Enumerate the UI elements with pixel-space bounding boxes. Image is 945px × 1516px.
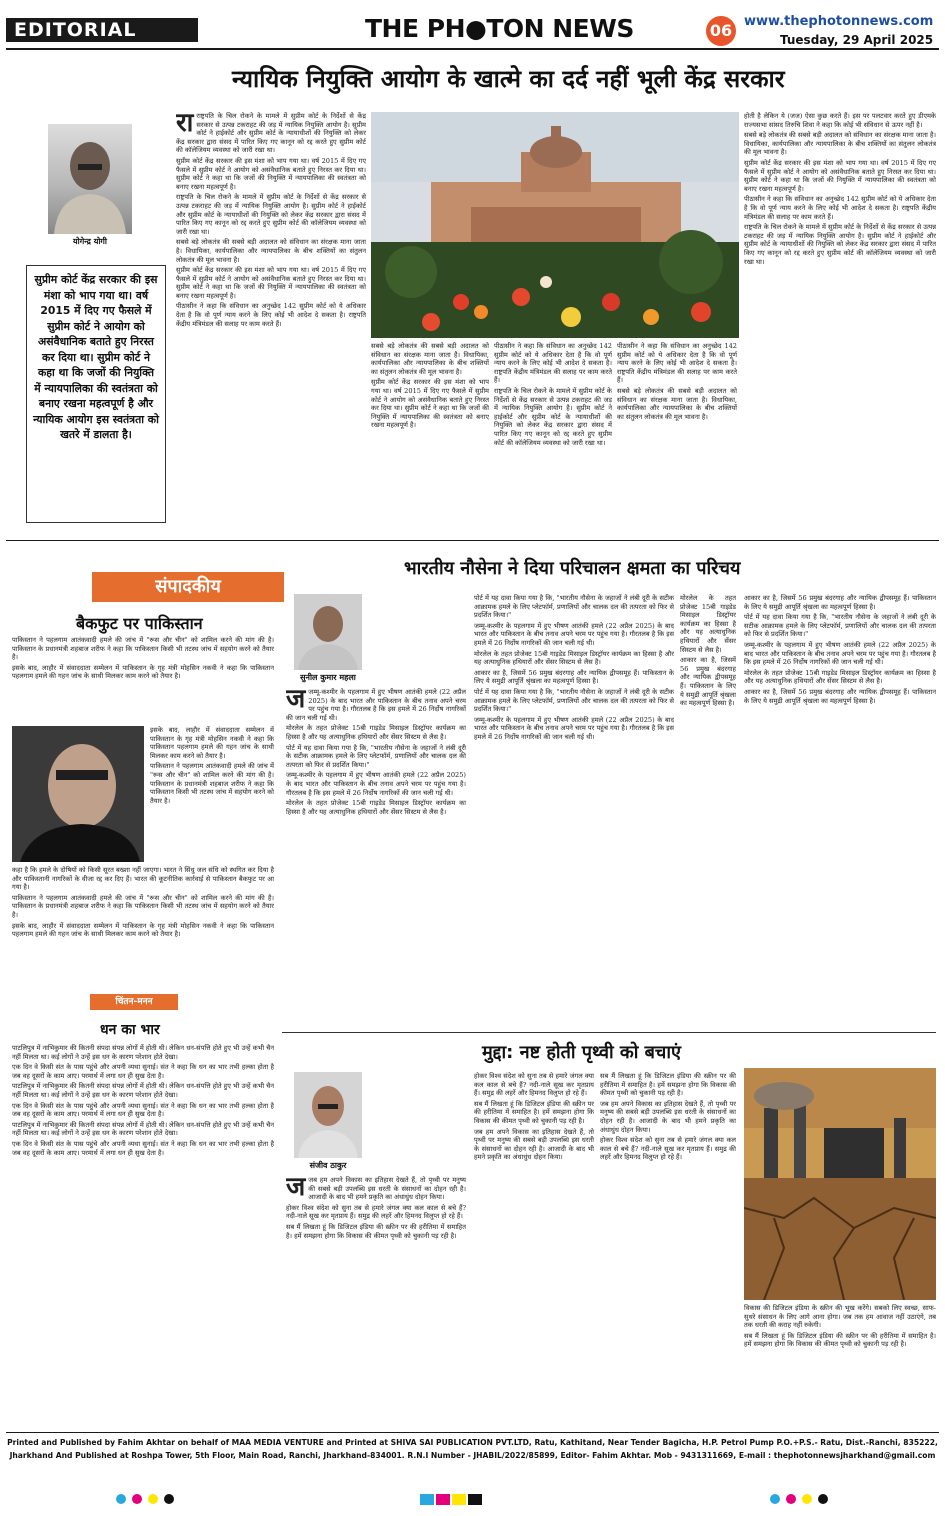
navy-column-3 xyxy=(680,594,736,1028)
section-divider xyxy=(282,1032,936,1033)
earth-paragraph: होकर विश्व संदेश को सुना तब से हमारे जंगल क्या कल काल से बचे हैं? नदी-नाले सूख कर मृतप्राय हैं। समुद्र की लहरें और हिमनद विलुप्त हो रहे हैं। xyxy=(600,1136,736,1162)
registration-dot xyxy=(818,1494,828,1504)
lead-paragraph: राष्ट्रपति के चिल रोकने के मामले में सुप्रीम कोर्ट के निर्देशों से केंद्र सरकार से उत्पन्न टकराहट की जड़ में न्यायिक नियुक्ति आयोग है। सुप्रीम कोर्ट ने हाईकोर्ट और सुप्रीम कोर्ट के न्यायाधीशों की नियुक्ति को लेकर केंद्र सरकार द्वारा संसद में पारित किए गए कानून को रद्द करते हुए सुप्रीम कोर्ट की कॉलेजियम व्यवस्था को जारी रखा था। xyxy=(176,112,366,155)
navy-paragraph: जम्मू-कश्मीर के पहलगाम में हुए भीषण आतंकी हमले (22 अप्रैल 2025) के बाद भारत और पाकिस्तान के बीच तनाव अपने चरम पर पहुंच गया है। गौरतलब है कि इस हमले में 26 निर्दोष नागरिकों की जान चली गई थी। xyxy=(286,771,466,797)
print-registration-marks xyxy=(0,1488,945,1512)
navy-column-1 xyxy=(286,688,466,1028)
registration-dot xyxy=(164,1494,174,1504)
color-swatch xyxy=(420,1494,434,1505)
lead-paragraph: राष्ट्रपति के चिल रोकने के मामले में सुप्रीम कोर्ट के निर्देशों से केंद्र सरकार से उत्पन्न टकराहट की जड़ में न्यायिक नियुक्ति आयोग है। सुप्रीम कोर्ट ने हाईकोर्ट और सुप्रीम कोर्ट के न्यायाधीशों की नियुक्ति को लेकर केंद्र सरकार द्वारा संसद में पारित किए गए कानून को रद्द करते हुए सुप्रीम कोर्ट की कॉलेजियम व्यवस्था को जारी रखा था। xyxy=(176,193,366,236)
chintan-paragraph: एक दिन वे किसी संत के पास पहुंचे और अपनी व्यथा सुनाई। संत ने कहा कि धन का भार तभी हल्का होता है जब वह दूसरों के काम आए। परमार्थ में लगा धन ही सुख देता है। xyxy=(12,1101,274,1119)
lead-paragraph: सबसे बड़े लोकतंत्र की सबसे बड़ी अदालत को संविधान का संरक्षक माना जाता है। विधायिका, कार्यपालिका और न्यायपालिका के बीच शक्तियों का संतुलन लोकतंत्र की मूल भावना है। xyxy=(617,386,737,421)
masthead xyxy=(0,0,945,50)
registration-dot xyxy=(770,1494,780,1504)
author-photo-yogendra xyxy=(48,124,132,234)
chintan-paragraph: पाटलिपुत्र में नाभिकुमार की कितनी संपदा संपन्न लोगों में होती थी। लेकिन धन-संपत्ति होते हुए भी उन्हें कभी चैन नहीं मिलता था। कई लोगों ने उन्हें इस धन के कारण परेशान होते देखा। xyxy=(12,1082,274,1099)
earth-paragraph: जब हम अपने विकास का इतिहास देखते हैं, तो पृथ्वी पर मनुष्य की सबसे बड़ी उपलब्धि इस धरती के संसाधनों का दोहन रही है। आजादी के बाद भी हमने प्रकृति का अंधाधुंध दोहन किया। xyxy=(308,1176,466,1202)
editorial-paragraph: पाकिस्तान ने पहलगाम आतंकवादी हमले की जांच में "रूस और चीन" को शामिल करने की मांग की है। पाकिस्तान के प्रधानमंत्री शहबाज शरीफ ने कहा कि पाकिस्तान किसी भी तटस्थ जांच में सहयोग करने को तैयार है। xyxy=(12,893,274,919)
navy-paragraph: आकार का है, जिसमें 56 प्रमुख बंदरगाह और न्यायिक द्वीपसमूह हैं। पाकिस्तान के लिए ये समुद्री आपूर्ति श्रृंखला का महत्वपूर्ण हिस्सा है। xyxy=(680,656,736,708)
portrait-icon xyxy=(294,594,362,670)
editorial-paragraph: कहा है कि हमले के दोषियों को किसी सूरत बख्शा नहीं जाएगा। भारत ने सिंधु जल संधि को स्थगित कर दिया है और पाकिस्तानी नागरिकों के वीजा रद्द कर दिए हैं। भारत की कूटनीतिक कार्रवाई से पाकिस्तान बैकफुट पर आ गया है। xyxy=(12,866,274,892)
lead-paragraph: पीठासीन ने कहा कि संविधान का अनुच्छेद 142 सुप्रीम कोर्ट को ये अधिकार देता है कि वो पूर्ण न्याय करने के लिए कोई भी आदेश दे सकता है। राष्ट्रपति केंद्रीय मंत्रिमंडल की सलाह पर काम करते हैं। xyxy=(744,195,936,221)
editorial-headline: बैकफुट पर पाकिस्तान xyxy=(76,614,203,633)
imprint-footer xyxy=(6,1436,939,1462)
navy-column-2 xyxy=(474,594,674,1028)
chintan-paragraph: एक दिन वे किसी संत के पास पहुंचे और अपनी व्यथा सुनाई। संत ने कहा कि धन का भार तभी हल्का होता है जब वह दूसरों के काम आए। परमार्थ में लगा धन ही सुख देता है। xyxy=(12,1139,274,1157)
publication-date: Tuesday, 29 April 2025 xyxy=(780,33,934,47)
lead-paragraph: सुप्रीम कोर्ट केंद्र सरकार की इस मंशा को भाप गया था। वर्ष 2015 में दिए गए फैसले में सुप्रीम कोर्ट ने आयोग को असंवैधानिक बताते हुए निरस्त कर दिया था। सुप्रीम कोर्ट ने कहा था कि जजों की नियुक्ति में न्यायपालिका की स्वतंत्रता को बनाए रखना महत्वपूर्ण है। xyxy=(176,266,366,300)
lead-column-2 xyxy=(371,342,489,520)
lead-paragraph: सुप्रीम कोर्ट केंद्र सरकार की इस मंशा को भाप गया था। वर्ष 2015 में दिए गए फैसले में सुप्रीम कोर्ट ने आयोग को असंवैधानिक बताते हुए निरस्त कर दिया था। सुप्रीम कोर्ट ने कहा था कि जजों की नियुक्ति में न्यायपालिका की स्वतंत्रता को बनाए रखना महत्वपूर्ण है। xyxy=(744,158,936,193)
newspaper-name: THE PH●TON NEWS xyxy=(365,14,634,43)
lead-headline: न्यायिक नियुक्ति आयोग के खात्मे का दर्द नहीं भूली केंद्र सरकार xyxy=(232,65,785,93)
editorial-intro xyxy=(12,636,274,720)
earth-paragraph: जब हम अपने विकास का इतिहास देखते हैं, तो पृथ्वी पर मनुष्य की सबसे बड़ी उपलब्धि इस धरती के संसाधनों का दोहन रही है। आजादी के बाद भी हमने प्रकृति का अंधाधुंध दोहन किया। xyxy=(474,1127,594,1162)
navy-column-4 xyxy=(744,594,936,1028)
lead-paragraph: सबसे बड़े लोकतंत्र की सबसे बड़ी अदालत को संविधान का संरक्षक माना जाता है। विधायिका, कार्यपालिका और न्यायपालिका के बीच शक्तियों का संतुलन लोकतंत्र की मूल भावना है। xyxy=(744,131,936,157)
website-link[interactable]: www.thephotonnews.com xyxy=(744,14,934,29)
earth-paragraph: जब हम अपने विकास का इतिहास देखते हैं, तो पृथ्वी पर मनुष्य की सबसे बड़ी उपलब्धि इस धरती के संसाधनों का दोहन रही है। आजादी के बाद भी हमने प्रकृति का अंधाधुंध दोहन किया। xyxy=(600,1099,736,1134)
author-photo-sunil xyxy=(294,594,362,670)
earth-paragraph: होकर विश्व संदेश को सुना तब से हमारे जंगल क्या कल काल से बचे हैं? नदी-नाले सूख कर मृतप्राय हैं। समुद्र की लहरें और हिमनद विलुप्त हो रहे हैं। xyxy=(286,1203,466,1221)
polluted-earth-photo xyxy=(744,1068,936,1300)
navy-paragraph: मोरलेल के तहत प्रोजेक्ट 15बी गाइडेड मिसाइल डिस्ट्रॉयर कार्यक्रम का हिस्सा है और यह अत्याधुनिक हथियारों और सेंसर सिस्टम से लैस है। xyxy=(286,724,466,741)
earth-paragraph: सब मैं लिखता हूं कि डिजिटल इंडिया की स्क्रीन पर की हरीतिमा में समाहित है। हमें समझना होगा कि विकास की कीमत पृथ्वी को चुकानी पड़ रही है। xyxy=(474,1099,594,1125)
registration-dot xyxy=(116,1494,126,1504)
chintan-paragraph: पाटलिपुत्र में नाभिकुमार की कितनी संपदा संपन्न लोगों में होती थी। लेकिन धन-संपत्ति होते हुए भी उन्हें कभी चैन नहीं मिलता था। कई लोगों ने उन्हें इस धन के कारण परेशान होते देखा। xyxy=(12,1044,274,1061)
registration-dot xyxy=(786,1494,796,1504)
cracked-earth-factory-image xyxy=(744,1068,936,1300)
page-number-badge: 06 xyxy=(706,16,736,46)
editorial-column-side xyxy=(150,726,274,862)
navy-headline: भारतीय नौसेना ने दिया परिचालन क्षमता का परिचय xyxy=(404,558,741,579)
registration-dot xyxy=(802,1494,812,1504)
section-label: EDITORIAL xyxy=(6,18,198,42)
lead-paragraph: सुप्रीम कोर्ट केंद्र सरकार की इस मंशा को भाप गया था। वर्ष 2015 में दिए गए फैसले में सुप्रीम कोर्ट ने आयोग को असंवैधानिक बताते हुए निरस्त कर दिया था। सुप्रीम कोर्ट ने कहा था कि जजों की नियुक्ति में न्यायपालिका की स्वतंत्रता को बनाए रखना महत्वपूर्ण है। xyxy=(176,156,366,191)
navy-paragraph: आकार का है, जिसमें 56 प्रमुख बंदरगाह और न्यायिक द्वीपसमूह हैं। पाकिस्तान के लिए ये समुद्री आपूर्ति श्रृंखला का महत्वपूर्ण हिस्सा है। xyxy=(744,594,936,611)
portrait-icon xyxy=(48,124,132,234)
author-name-sunil: सुनील कुमार महला xyxy=(286,672,370,683)
lead-column-4 xyxy=(617,342,737,520)
navy-paragraph: पोर्ट में यह दावा किया गया है कि, "भारतीय नौसेना के जहाजों ने लंबी दूरी के सटीक आक्रामक हमले के लिए प्लेटफॉर्म, प्रणालियों और चालक दल की तत्परता को फिर से प्रदर्शित किया।" xyxy=(744,613,936,639)
portrait-icon xyxy=(12,726,144,862)
navy-paragraph: जम्मू-कश्मीर के पहलगाम में हुए भीषण आतंकी हमले (22 अप्रैल 2025) के बाद भारत और पाकिस्तान के बीच तनाव अपने चरम पर पहुंच गया है। गौरतलब है कि इस हमले में 26 निर्दोष नागरिकों की जान चली गई थी। xyxy=(474,715,674,741)
color-swatch xyxy=(468,1494,482,1505)
lead-paragraph: पीठासीन ने कहा कि संविधान का अनुच्छेद 142 सुप्रीम कोर्ट को ये अधिकार देता है कि वो पूर्ण न्याय करने के लिए कोई भी आदेश दे सकता है। राष्ट्रपति केंद्रीय मंत्रिमंडल की सलाह पर काम करते हैं। xyxy=(494,342,612,385)
earth-column-1 xyxy=(286,1176,466,1428)
drop-cap: रा xyxy=(176,112,194,138)
supreme-court-building-image xyxy=(371,112,739,338)
imprint-line-1: Printed and Published by Fahim Akhtar on behalf of MAA MEDIA VENTURE and Printed at SHIVA SAI PUBLICATION PVT.LTD, Ratu, Kathitand, Near Tender Bagicha, H.P. Petrol Pump P.O.+P.S.- Ratu, Dist.-Ranchi, 835222, xyxy=(7,1438,938,1447)
lead-paragraph: राष्ट्रपति के चिल रोकने के मामले में सुप्रीम कोर्ट के निर्देशों से केंद्र सरकार से उत्पन्न टकराहट की जड़ में न्यायिक नियुक्ति आयोग है। सुप्रीम कोर्ट ने हाईकोर्ट और सुप्रीम कोर्ट के न्यायाधीशों की नियुक्ति को लेकर केंद्र सरकार द्वारा संसद में पारित किए गए कानून को रद्द करते हुए सुप्रीम कोर्ट की कॉलेजियम व्यवस्था को जारी रखा था। xyxy=(494,386,612,447)
chintan-paragraph: एक दिन वे किसी संत के पास पहुंचे और अपनी व्यथा सुनाई। संत ने कहा कि धन का भार तभी हल्का होता है जब वह दूसरों के काम आए। परमार्थ में लगा धन ही सुख देता है। xyxy=(12,1063,274,1080)
shehbaz-sharif-photo xyxy=(12,726,144,862)
color-swatch xyxy=(452,1494,466,1505)
registration-dot xyxy=(132,1494,142,1504)
earth-paragraph: विकास की डिजिटल इंडिया के स्क्रीन की भूख करेंगे। सबको लिए स्वच्छ, साफ-सुथरे संसाधन के लिए आगे आना होगा। जब तक हम आवाज नहीं उठाएंगे, तब तक धरती की कराह नहीं रुकेगी। xyxy=(744,1304,936,1330)
lead-paragraph: सबसे बड़े लोकतंत्र की सबसे बड़ी अदालत को संविधान का संरक्षक माना जाता है। विधायिका, कार्यपालिका और न्यायपालिका के बीच शक्तियों का संतुलन लोकतंत्र की मूल भावना है। xyxy=(176,238,366,264)
lead-paragraph: होती है लेकिन ये (जज) ऐसा कुछ करते हैं। इस पर पलटवार करते हुए डीएमके राज्यसभा सांसद तिरुचि शिवा ने कहा कि कोई भी संविधान से ऊपर नहीं है। xyxy=(744,112,936,129)
chintan-headline: धन का भार xyxy=(100,1022,160,1038)
navy-paragraph: जम्मू-कश्मीर के पहलगाम में हुए भीषण आतंकी हमले (22 अप्रैल 2025) के बाद भारत और पाकिस्तान के बीच तनाव अपने चरम पर पहुंच गया है। गौरतलब है कि इस हमले में 26 निर्दोष नागरिकों की जान चली गई थी। xyxy=(744,640,936,667)
navy-paragraph: पोर्ट में यह दावा किया गया है कि, "भारतीय नौसेना के जहाजों ने लंबी दूरी के सटीक आक्रामक हमले के लिए प्लेटफॉर्म, प्रणालियों और चालक दल की तत्परता को फिर से प्रदर्शित किया।" xyxy=(474,687,674,714)
color-swatch xyxy=(436,1494,450,1505)
registration-dot xyxy=(148,1494,158,1504)
navy-paragraph: पोर्ट में यह दावा किया गया है कि, "भारतीय नौसेना के जहाजों ने लंबी दूरी के सटीक आक्रामक हमले के लिए प्लेटफॉर्म, प्रणालियों और चालक दल की तत्परता को फिर से प्रदर्शित किया।" xyxy=(474,594,674,620)
editorial-label-banner: संपादकीय xyxy=(92,572,284,602)
navy-paragraph: पोर्ट में यह दावा किया गया है कि, "भारतीय नौसेना के जहाजों ने लंबी दूरी के सटीक आक्रामक हमले के लिए प्लेटफॉर्म, प्रणालियों और चालक दल की तत्परता को फिर से प्रदर्शित किया।" xyxy=(286,743,466,769)
navy-paragraph: मोरलेल के तहत प्रोजेक्ट 15बी गाइडेड मिसाइल डिस्ट्रॉयर कार्यक्रम का हिस्सा है और यह अत्याधुनिक हथियारों और सेंसर सिस्टम से लैस है। xyxy=(474,649,674,667)
navy-paragraph: मोरलेल के तहत प्रोजेक्ट 15बी गाइडेड मिसाइल डिस्ट्रॉयर कार्यक्रम का हिस्सा है और यह अत्याधुनिक हथियारों और सेंसर सिस्टम से लैस है। xyxy=(286,799,466,816)
navy-paragraph: आकार का है, जिसमें 56 प्रमुख बंदरगाह और न्यायिक द्वीपसमूह हैं। पाकिस्तान के लिए ये समुद्री आपूर्ति श्रृंखला का महत्वपूर्ण हिस्सा है। xyxy=(474,668,674,686)
editorial-column-bottom xyxy=(12,866,274,982)
editorial-paragraph: इसके बाद, लाहौर में संवाददाता सम्मेलन में पाकिस्तान के गृह मंत्री मोहसिन नकवी ने कहा कि पाकिस्तान पहलगाम हमले की गहन जांच के साथी मिलकर काम करने को तैयार है। xyxy=(12,921,274,939)
navy-paragraph: मोरलेल के तहत प्रोजेक्ट 15बी गाइडेड मिसाइल डिस्ट्रॉयर कार्यक्रम का हिस्सा है और यह अत्याधुनिक हथियारों और सेंसर सिस्टम से लैस है। xyxy=(744,668,936,686)
editorial-paragraph: इसके बाद, लाहौर में संवाददाता सम्मेलन में पाकिस्तान के गृह मंत्री मोहसिन नकवी ने कहा कि पाकिस्तान पहलगाम हमले की गहन जांच के साथी मिलकर काम करने को तैयार है। xyxy=(150,726,274,760)
earth-paragraph: सब मैं लिखता हूं कि डिजिटल इंडिया की स्क्रीन पर की हरीतिमा में समाहित है। हमें समझना होगा कि विकास की कीमत पृथ्वी को चुकानी पड़ रही है। xyxy=(600,1072,736,1098)
drop-cap: ज xyxy=(286,688,306,714)
navy-paragraph: मोरलेल के तहत प्रोजेक्ट 15बी गाइडेड मिसाइल डिस्ट्रॉयर कार्यक्रम का हिस्सा है और यह अत्याधुनिक हथियारों और सेंसर सिस्टम से लैस है। xyxy=(680,594,736,654)
earth-column-2 xyxy=(474,1072,594,1428)
earth-paragraph: सब मैं लिखता हूं कि डिजिटल इंडिया की स्क्रीन पर की हरीतिमा में समाहित है। हमें समझना होगा कि विकास की कीमत पृथ्वी को चुकानी पड़ रही है। xyxy=(744,1331,936,1349)
lead-paragraph: सुप्रीम कोर्ट केंद्र सरकार की इस मंशा को भाप गया था। वर्ष 2015 में दिए गए फैसले में सुप्रीम कोर्ट ने आयोग को असंवैधानिक बताते हुए निरस्त कर दिया था। सुप्रीम कोर्ट ने कहा था कि जजों की नियुक्ति में न्यायपालिका की स्वतंत्रता को बनाए रखना महत्वपूर्ण है। xyxy=(371,378,489,430)
navy-paragraph: जम्मू-कश्मीर के पहलगाम में हुए भीषण आतंकी हमले (22 अप्रैल 2025) के बाद भारत और पाकिस्तान के बीच तनाव अपने चरम पर पहुंच गया है। गौरतलब है कि इस हमले में 26 निर्दोष नागरिकों की जान चली गई थी। xyxy=(286,688,466,722)
earth-headline: मुद्दा: नष्ट होती पृथ्वी को बचाएं xyxy=(482,1042,681,1063)
navy-paragraph: जम्मू-कश्मीर के पहलगाम में हुए भीषण आतंकी हमले (22 अप्रैल 2025) के बाद भारत और पाकिस्तान के बीच तनाव अपने चरम पर पहुंच गया है। गौरतलब है कि इस हमले में 26 निर्दोष नागरिकों की जान चली गई थी। xyxy=(474,621,674,647)
author-name-sanjeev: संजीव ठाकुर xyxy=(286,1160,370,1171)
earth-paragraph: होकर विश्व संदेश को सुना तब से हमारे जंगल क्या कल काल से बचे हैं? नदी-नाले सूख कर मृतप्राय हैं। समुद्र की लहरें और हिमनद विलुप्त हो रहे हैं। xyxy=(474,1072,594,1098)
navy-paragraph: आकार का है, जिसमें 56 प्रमुख बंदरगाह और न्यायिक द्वीपसमूह हैं। पाकिस्तान के लिए ये समुद्री आपूर्ति श्रृंखला का महत्वपूर्ण हिस्सा है। xyxy=(744,687,936,705)
earth-column-3 xyxy=(600,1072,736,1428)
author-name-yogendra: योगेन्द्र योगी xyxy=(48,236,132,247)
lead-paragraph: राष्ट्रपति के चिल रोकने के मामले में सुप्रीम कोर्ट के निर्देशों से केंद्र सरकार से उत्पन्न टकराहट की जड़ में न्यायिक नियुक्ति आयोग है। सुप्रीम कोर्ट ने हाईकोर्ट और सुप्रीम कोर्ट के न्यायाधीशों की नियुक्ति को लेकर केंद्र सरकार द्वारा संसद में पारित किए गए कानून को रद्द करते हुए सुप्रीम कोर्ट की कॉलेजियम व्यवस्था को जारी रखा था। xyxy=(744,223,936,266)
drop-cap: ज xyxy=(286,1176,306,1202)
earth-column-4 xyxy=(744,1304,936,1428)
section-divider xyxy=(6,540,939,541)
chintan-label-banner: चिंतन-मनन xyxy=(90,994,178,1010)
lead-column-5 xyxy=(744,112,936,520)
imprint-line-2: Jharkhand And Published at Roshpa Tower, 5th Floor, Main Road, Ranchi, Jharkhand-834001. R.N.I Number - JHABIL/2022/85899, Editor- Fahim Akhtar. Mob - 9431311669, E-mail : thephotonnewsjharkhand@gmail.com xyxy=(9,1451,936,1460)
chintan-body xyxy=(12,1044,274,1428)
author-photo-sanjeev xyxy=(294,1072,362,1158)
lead-column-3 xyxy=(494,342,612,520)
earth-paragraph: सब मैं लिखता हूं कि डिजिटल इंडिया की स्क्रीन पर की हरीतिमा में समाहित है। हमें समझना होगा कि विकास की कीमत पृथ्वी को चुकानी पड़ रही है। xyxy=(286,1222,466,1240)
footer-rule xyxy=(6,1432,939,1433)
portrait-icon xyxy=(294,1072,362,1158)
supreme-court-photo xyxy=(371,112,739,338)
lead-paragraph: सबसे बड़े लोकतंत्र की सबसे बड़ी अदालत को संविधान का संरक्षक माना जाता है। विधायिका, कार्यपालिका और न्यायपालिका के बीच शक्तियों का संतुलन लोकतंत्र की मूल भावना है। xyxy=(371,342,489,376)
lead-paragraph: पीठासीन ने कहा कि संविधान का अनुच्छेद 142 सुप्रीम कोर्ट को ये अधिकार देता है कि वो पूर्ण न्याय करने के लिए कोई भी आदेश दे सकता है। राष्ट्रपति केंद्रीय मंत्रिमंडल की सलाह पर काम करते हैं। xyxy=(176,302,366,328)
lead-paragraph: पीठासीन ने कहा कि संविधान का अनुच्छेद 142 सुप्रीम कोर्ट को ये अधिकार देता है कि वो पूर्ण न्याय करने के लिए कोई भी आदेश दे सकता है। राष्ट्रपति केंद्रीय मंत्रिमंडल की सलाह पर काम करते हैं। xyxy=(617,342,737,385)
chintan-paragraph: पाटलिपुत्र में नाभिकुमार की कितनी संपदा संपन्न लोगों में होती थी। लेकिन धन-संपत्ति होते हुए भी उन्हें कभी चैन नहीं मिलता था। कई लोगों ने उन्हें इस धन के कारण परेशान होते देखा। xyxy=(12,1120,274,1138)
lead-column-1 xyxy=(176,112,366,520)
editorial-paragraph: पाकिस्तान ने पहलगाम आतंकवादी हमले की जांच में "रूस और चीन" को शामिल करने की मांग की है। पाकिस्तान के प्रधानमंत्री शहबाज शरीफ ने कहा कि पाकिस्तान किसी भी तटस्थ जांच में सहयोग करने को तैयार है। xyxy=(150,762,274,805)
editorial-paragraph: इसके बाद, लाहौर में संवाददाता सम्मेलन में पाकिस्तान के गृह मंत्री मोहसिन नकवी ने कहा कि पाकिस्तान पहलगाम हमले की गहन जांच के साथी मिलकर काम करने को तैयार है। xyxy=(12,663,274,681)
editorial-paragraph: पाकिस्तान ने पहलगाम आतंकवादी हमले की जांच में "रूस और चीन" को शामिल करने की मांग की है। पाकिस्तान के प्रधानमंत्री शहबाज शरीफ ने कहा कि पाकिस्तान किसी भी तटस्थ जांच में सहयोग करने को तैयार है। xyxy=(12,636,274,662)
masthead-rule xyxy=(6,48,939,50)
pull-quote-box: सुप्रीम कोर्ट केंद्र सरकार की इस मंशा को भाप गया था। वर्ष 2015 में दिए गए फैसले में सुप्रीम कोर्ट ने आयोग को असंवैधानिक बताते हुए निरस्त कर दिया था। सुप्रीम कोर्ट ने कहा था कि जजों की नियुक्ति में न्यायपालिका की स्वतंत्रता को बनाए रखना महत्वपूर्ण है और न्यायिक आयोग इस स्वतंत्रता को खतरे में डालता है। xyxy=(26,265,166,523)
